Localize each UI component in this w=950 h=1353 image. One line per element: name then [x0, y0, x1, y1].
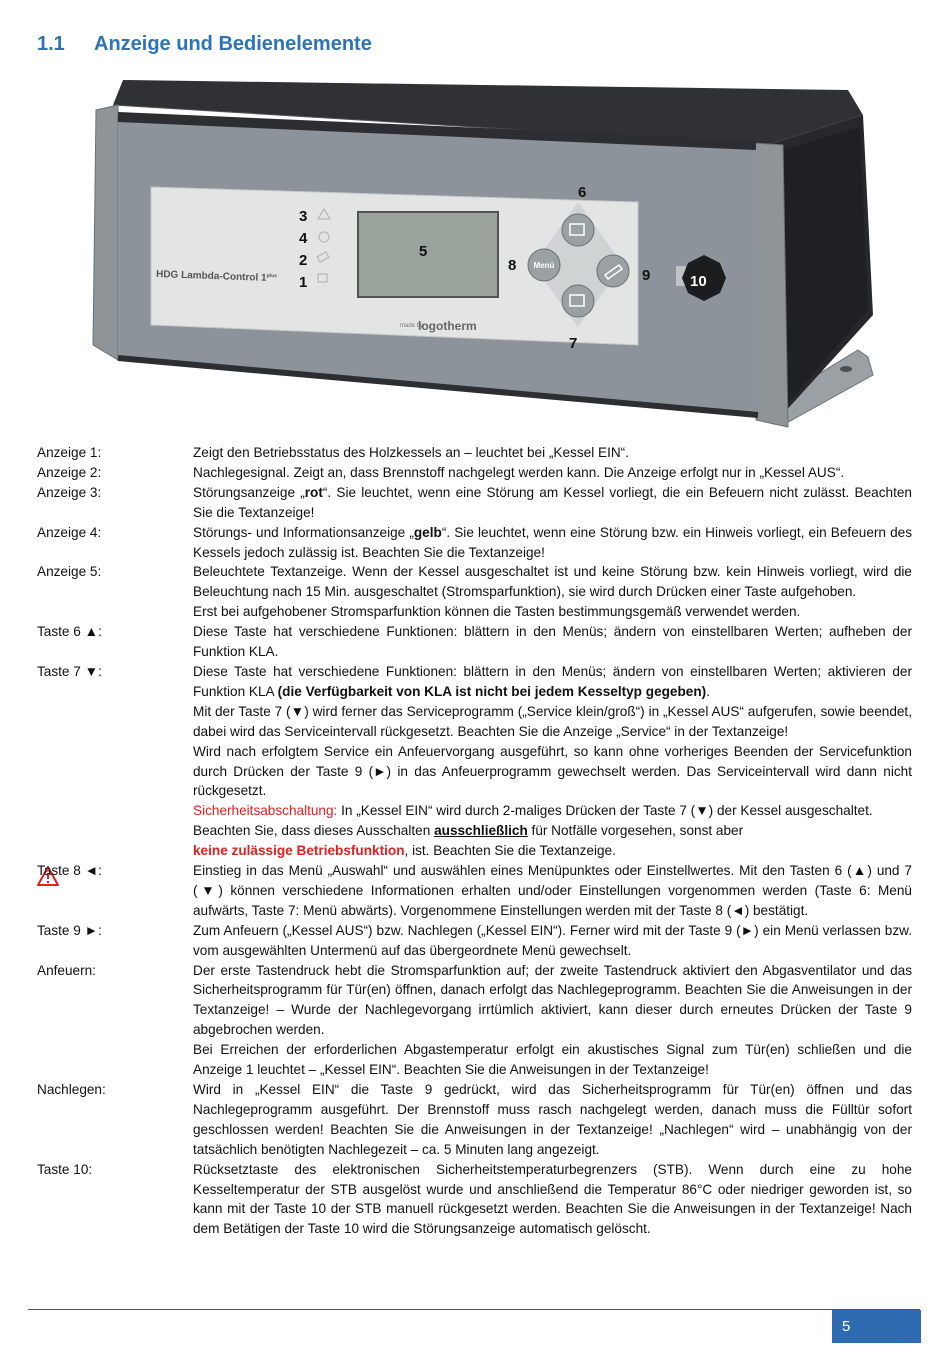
- housing-rail-right: [753, 143, 788, 427]
- def-term: Taste 9 ►:: [37, 922, 102, 938]
- def-desc: Einstieg in das Menü „Auswahl“ und auswählen eines Menüpunktes oder Einstellwertes. Mit den Tasten 6 (▲) und 7 (▼) können verschiedene Informationen erhalten und/oder Einstellungen vorgenommen werden (Taste 6: Menü aufwärts, Taste 7: Menü abwärts). Vorgenommene Einstellungen werden mit der Taste 8 (◄) bestätigt.: [193, 863, 912, 918]
- section-title: Anzeige und Bedienelemente: [94, 33, 372, 55]
- def-term: Nachlegen:: [37, 1082, 106, 1097]
- marker-6: 6: [578, 184, 587, 201]
- def-term: Anzeige 1:: [37, 445, 102, 460]
- def-desc: Der erste Tastendruck hebt die Stromsparfunktion auf; der zweite Tastendruck aktiviert den Abgasventilator und das Sicherheitsprogramm für Tür(en) öffnen, danach erfolgt das Nachlegeprogramm. Beachten Sie die Anweisungen in der Textanzeige! – Wurde der Nachlegevorgang irrtümlich aktiviert, kann dieser durch erneutes Drücken der Taste 9 abgebrochen werden. Bei Erreichen der erforderlichen Abgastemperatur erfolgt ein akustisches Signal zum Tür(en) schließen und die Anzeige 1 leuchtet – „Kessel EIN“. Beachten Sie die Anweisungen in der Textanzeige!: [193, 962, 912, 1078]
- def-anzeige-5: [37, 562, 912, 622]
- logotherm-logo: logotherm: [418, 319, 477, 333]
- key-9-button: [597, 255, 629, 287]
- key-6-button: [562, 214, 594, 246]
- def-term: Anzeige 5:: [37, 564, 102, 580]
- safety-shutdown-label: Sicherheitsabschaltung:: [193, 803, 338, 819]
- def-taste-9: [37, 921, 912, 961]
- def-desc: Rücksetztaste des elektronischen Sicherheitstemperaturbegrenzers (STB). Wenn durch eine zu hohe Kesseltemperatur der STB ausgelöst wurde und anschließend die Temperatur 86°C oder niedriger geworden ist, so kann mit der Taste 10 der STB manuell rückgesetzt werden. Beachten Sie die Anweisungen in der Textanzeige! Nach dem Betätigen der Taste 10 wird die Störungsanzeige automatisch gelöscht.: [193, 1161, 912, 1237]
- def-taste-6: [37, 622, 912, 662]
- def-desc: Zum Anfeuern („Kessel AUS“) bzw. Nachlegen („Kessel EIN“). Ferner wird mit der Taste 9 (►) ein Menü verlassen bzw. vom ausgewählten Untermenü auf das übergeordnete Menü gewechselt.: [193, 922, 912, 958]
- marker-3: 3: [299, 208, 308, 225]
- footer-divider: [28, 1309, 920, 1310]
- marker-9: 9: [642, 267, 651, 284]
- def-anfeuern: [37, 961, 912, 1080]
- def-desc: Diese Taste hat verschiedene Funktionen: blättern in den Menüs; ändern von einstellbaren Werten; aktivieren der Funktion KLA (die Verfügbarkeit von KLA ist nicht bei jedem Kesseltyp gegeben). Mit der Taste 7 (▼) wird ferner das Serviceprogramm („Service klein/groß“) in „Kessel AUS“ aufgerufen, sowie beendet, dabei wird das Serviceintervall rückgesetzt. Beachten Sie die Anzeige „Service“ in der Textanzeige! Wird nach erfolgtem Service ein Anfeuervorgang ausgeführt, so kann ohne vorheriges Beenden der Servicefunktion durch Drücken der Taste 9 (►) in das Anfeuerprogramm gewechselt werden. Das Serviceintervall wird dann nicht rückgesetzt. Sicherheitsabschaltung: In „Kessel EIN“ wird durch 2-maliges Drücken der Taste 7 (▼) der Kessel ausgeschaltet. Beachten Sie, dass dieses Ausschalten ausschließlich für Notfälle vorgesehen, sonst aber keine zulässige Betriebsfunktion, ist. Beachten Sie die Textanzeige.: [193, 663, 912, 859]
- def-desc: Wird in „Kessel EIN“ die Taste 9 gedrückt, wird das Sicherheitsprogramm für Tür(en) öffnen und das Nachlegeprogramm ausgeführt. Der Brennstoff muss rasch nachgelegt werden, danach muss die Fülltür sofort geschlossen werden! Beachten Sie die Anweisungen in der Textanzeige! „Nachlegen“ wird – unabhängig von der tatsächlich benötigten Nachlegezeit – ca. 5 Minuten lang angezeigt.: [193, 1082, 912, 1157]
- def-desc: Störungs- und Informationsanzeige „gelb“. Sie leuchtet, wenn eine Störung bzw. ein Hinweis vorliegt, ein Befeuern des Kessels jedoch zulässig ist. Beachten Sie die Textanzeige!: [193, 524, 912, 560]
- definition-list: [37, 443, 912, 1239]
- key-8-menu-button: [528, 249, 560, 281]
- marker-8: 8: [508, 257, 517, 274]
- def-term: Anzeige 4:: [37, 524, 102, 540]
- marker-2: 2: [299, 252, 308, 269]
- key-7-button: [562, 285, 594, 317]
- housing-rail-left: [93, 105, 118, 360]
- def-taste-7: [37, 662, 912, 861]
- text-display: [358, 212, 498, 297]
- def-term: Taste 6 ▲:: [37, 624, 102, 640]
- def-anzeige-1: [37, 443, 912, 463]
- marker-5: 5: [419, 243, 428, 260]
- def-desc: Beleuchtete Textanzeige. Wenn der Kessel ausgeschaltet ist und keine Störung bzw. kein Hinweis vorliegt, wird die Beleuchtung nach 15 Min. ausgeschaltet (Stromsparfunktion), sie wird durch Drücken einer Taste aufgehoben. Erst bei aufgehobener Stromsparfunktion können die Tasten bestimmungsgemäß verwendet werden.: [193, 564, 912, 620]
- def-anzeige-4: [37, 523, 912, 563]
- marker-1: 1: [299, 274, 308, 291]
- def-term: Taste 8 ◄:: [37, 863, 102, 879]
- def-desc: Nachlegesignal. Zeigt an, dass Brennstoff nachgelegt werden kann. Die Anzeige erfolgt nur in „Kessel AUS“.: [193, 464, 845, 480]
- def-desc: Störungsanzeige „rot“. Sie leuchtet, wenn eine Störung am Kessel vorliegt, die ein Befeuern nicht zulässt. Beachten Sie die Textanzeige!: [193, 484, 912, 520]
- svg-text:Menü: Menü: [533, 261, 555, 270]
- section-number: 1.1: [37, 33, 65, 55]
- def-term: Anzeige 3:: [37, 484, 102, 500]
- def-nachlegen: [37, 1080, 912, 1160]
- def-term: Anzeige 2:: [37, 464, 102, 480]
- def-taste-10: [37, 1160, 912, 1240]
- marker-4: 4: [299, 230, 308, 247]
- def-desc: Diese Taste hat verschiedene Funktionen: blättern in den Menüs; ändern von einstellbaren Werten; aufheben der Funktion KLA.: [193, 624, 912, 660]
- def-term: Taste 10:: [37, 1161, 93, 1177]
- def-anzeige-3: [37, 483, 912, 523]
- controller-illustration: [78, 75, 878, 435]
- marker-7: 7: [569, 335, 578, 352]
- def-term: Taste 7 ▼:: [37, 663, 102, 679]
- def-term: Anfeuern:: [37, 962, 96, 978]
- brand-label: HDG Lambda-Control $1^{plus}$: [155, 269, 278, 284]
- marker-10: 10: [690, 273, 707, 290]
- def-desc: Zeigt den Betriebsstatus des Holzkessels an – leuchtet bei „Kessel EIN“.: [193, 445, 629, 460]
- def-anzeige-2: [37, 463, 912, 483]
- section-heading: [37, 33, 372, 56]
- def-taste-8: [37, 861, 912, 921]
- made-by-text: made by: [400, 323, 424, 329]
- page-number: 5: [832, 1310, 921, 1343]
